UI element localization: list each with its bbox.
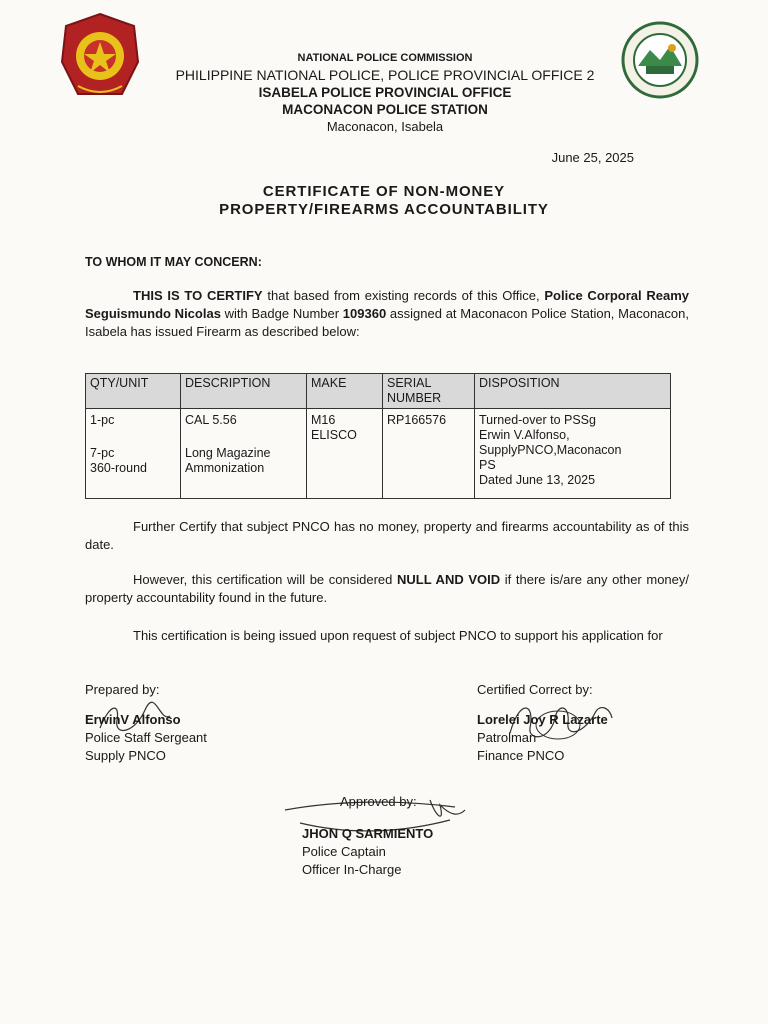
office-name: PHILIPPINE NATIONAL POLICE, POLICE PROVINCIAL OFFICE 2 bbox=[175, 67, 595, 83]
disposition-line: SupplyPNCO,Maconacon bbox=[479, 443, 622, 457]
approved-by-name: JHON Q SARMIENTO bbox=[302, 826, 434, 841]
make-value: ELISCO bbox=[311, 428, 357, 442]
null-void-text: NULL AND VOID bbox=[397, 572, 501, 587]
further-certify-paragraph bbox=[85, 518, 689, 554]
description-value: Ammonization bbox=[185, 461, 265, 475]
certified-by-block bbox=[477, 681, 608, 765]
approved-by-rank: Police Captain bbox=[302, 844, 386, 859]
table-row bbox=[86, 409, 671, 499]
para1-text-b: with Badge Number bbox=[220, 306, 343, 321]
salutation: TO WHOM IT MAY CONCERN: bbox=[85, 255, 262, 269]
cell-description bbox=[181, 409, 307, 499]
badge-number: 109360 bbox=[342, 306, 387, 321]
approved-by-block bbox=[302, 793, 433, 879]
para3-text-a: However, this certification will be considered bbox=[133, 572, 397, 587]
disposition-line: Dated June 13, 2025 bbox=[479, 473, 596, 487]
disposition-line: Turned-over to PSSg bbox=[479, 413, 596, 427]
approved-by-label: Approved by: bbox=[340, 794, 417, 809]
qty-value: 1-pc bbox=[90, 413, 115, 427]
subject-name: Police Corporal Reamy Seguismundo Nicolas bbox=[85, 288, 689, 321]
approved-by-position: Officer In-Charge bbox=[302, 862, 402, 877]
qty-value: 360-round bbox=[90, 461, 147, 475]
prepared-by-block bbox=[85, 681, 207, 765]
station-address: Maconacon, Isabela bbox=[326, 119, 444, 134]
make-value: M16 bbox=[311, 413, 336, 427]
prepared-by-label: Prepared by: bbox=[85, 682, 160, 697]
certified-by-position: Finance PNCO bbox=[477, 748, 565, 763]
null-void-paragraph bbox=[85, 571, 689, 607]
para3-text-b: if there is/are any other money/ property accountability found in the future. bbox=[85, 572, 689, 605]
disposition-line: PS bbox=[479, 458, 496, 472]
request-paragraph bbox=[85, 627, 689, 645]
table-header-row bbox=[86, 374, 671, 409]
disposition-line: Erwin V.Alfonso, bbox=[479, 428, 570, 442]
qty-value: 7-pc bbox=[90, 446, 115, 460]
description-value: Long Magazine bbox=[185, 446, 271, 460]
header-qty: QTY/UNIT bbox=[86, 374, 181, 409]
certification-paragraph bbox=[85, 287, 689, 341]
header-make: MAKE bbox=[307, 374, 383, 409]
para1-text-a: that based from existing records of this Office, bbox=[262, 288, 545, 303]
letterhead bbox=[120, 50, 650, 135]
header-serial: SERIAL NUMBER bbox=[383, 374, 475, 409]
certified-by-label: Certified Correct by: bbox=[477, 682, 593, 697]
prepared-by-name: ErwinV Alfonso bbox=[85, 712, 181, 727]
prepared-by-position: Supply PNCO bbox=[85, 748, 166, 763]
para2-text: Further Certify that subject PNCO has no money, property and firearms accountability as of this date. bbox=[85, 519, 689, 552]
document-title bbox=[0, 183, 768, 219]
agency-name: NATIONAL POLICE COMMISSION bbox=[297, 52, 473, 64]
para4-text: This certification is being issued upon request of subject PNCO to support his application for bbox=[133, 628, 663, 643]
header-description: DESCRIPTION bbox=[181, 374, 307, 409]
cell-disposition bbox=[475, 409, 671, 499]
station-name: MACONACON POLICE STATION bbox=[282, 102, 488, 117]
provincial-office: ISABELA POLICE PROVINCIAL OFFICE bbox=[258, 85, 512, 100]
cell-qty bbox=[86, 409, 181, 499]
document-date: June 25, 2025 bbox=[551, 150, 634, 165]
cell-make bbox=[307, 409, 383, 499]
certify-lead: THIS IS TO CERTIFY bbox=[133, 288, 263, 303]
certified-by-name: Lorelei Joy R Lazarte bbox=[477, 712, 608, 727]
firearm-table bbox=[85, 373, 671, 499]
prepared-by-rank: Police Staff Sergeant bbox=[85, 730, 207, 745]
cell-serial: RP166576 bbox=[383, 409, 475, 499]
title-line-2: PROPERTY/FIREARMS ACCOUNTABILITY bbox=[219, 201, 549, 218]
description-value: CAL 5.56 bbox=[185, 413, 237, 427]
certified-by-rank: Patrolman bbox=[477, 730, 537, 745]
para1-text-c: assigned at Maconacon Police Station, Maconacon, Isabela has issued Firearm as described below: bbox=[85, 306, 689, 339]
header-disposition: DISPOSITION bbox=[475, 374, 671, 409]
title-line-1: CERTIFICATE OF NON-MONEY bbox=[262, 183, 506, 200]
